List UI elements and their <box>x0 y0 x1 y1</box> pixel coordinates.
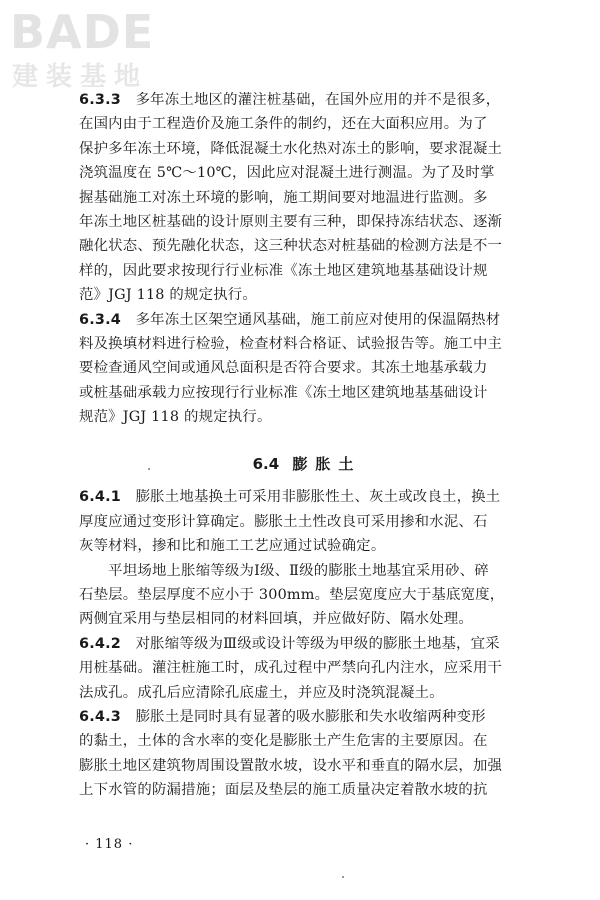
paragraph-line: 6.3.3 多年冻土地区的灌注桩基础，在国外应用的并不是很多， <box>79 92 501 108</box>
paragraph-line: 要检查通风空间或通风总面积是否符合要求。其冻土地基承载力 <box>79 360 488 377</box>
paragraph-line: 规范》JGJ 118 的规定执行。 <box>79 409 272 426</box>
paragraph-line: 6.4.1 膨胀土地基换土可采用非膨胀性土、灰土或改良土，换土 <box>79 489 501 506</box>
logo-subtitle: 建装基地 <box>12 62 149 92</box>
section-6-3-4 <box>79 308 527 430</box>
section-6-4-3 <box>79 705 527 803</box>
paragraph-line: 融化状态、预先融化状态，这三种状态对桩基础的检测方法是不一 <box>79 238 503 255</box>
section-number: 6.4.1 <box>79 489 121 506</box>
paragraph-line: 膨胀土地区建筑物周围设置散水坡，设水平和垂直的隔水层，加强 <box>79 757 503 774</box>
paragraph-line: 的黏土，土体的含水率的变化是膨胀土产生危害的主要原因。在 <box>79 733 488 750</box>
section-number: 6.3.3 <box>79 92 121 108</box>
paragraph-line: 用桩基础。灌注桩施工时，成孔过程中严禁向孔内注水，应采用干 <box>79 660 503 677</box>
paragraph-line: 两侧宜采用与垫层相同的材料回填，并应做好防、隔水处理。 <box>79 611 473 628</box>
paragraph-line: 范》JGJ 118 的规定执行。 <box>79 287 257 304</box>
heading-number: 6.4 <box>252 455 280 474</box>
paragraph-line: 6.3.4 多年冻土区架空通风基础，施工前应对使用的保温隔热材 <box>79 311 501 328</box>
section-6-4-2 <box>79 632 527 705</box>
page-number: · 118 · <box>85 837 134 852</box>
heading-char: 膨 <box>292 455 308 474</box>
paragraph-line: 或桩基础承载力应按现行行业标准《冻土地区建筑地基基础设计 <box>79 384 488 401</box>
logo-wordmark: BADE <box>10 5 155 59</box>
section-6-4-1 <box>79 485 527 631</box>
paragraph-line: 保护多年冻土环境，降低混凝土水化热对冻土的影响，要求混凝土 <box>79 140 503 157</box>
logo <box>10 5 175 98</box>
heading-char: 土 <box>338 455 354 474</box>
section-number: 6.4.3 <box>79 708 121 725</box>
paragraph-line: 6.4.2 对胀缩等级为Ⅲ级或设计等级为甲级的膨胀土地基，宜采 <box>79 635 500 652</box>
paragraph-line: 浇筑温度在 5℃～10℃，因此应对混凝土进行测温。为了及时掌 <box>79 165 495 182</box>
scan-speck <box>148 468 150 470</box>
paragraph-line: 平坦场地上胀缩等级为Ⅰ级、Ⅱ级的膨胀土地基宜采用砂、碎 <box>79 562 489 579</box>
paragraph-line: 上下水管的防漏措施；面层及垫层的施工质量决定着散水坡的抗 <box>79 782 488 799</box>
scan-speck <box>342 876 344 878</box>
paragraph-line: 握基础施工对冻土环境的影响，施工期间要对地温进行监测。多 <box>79 189 488 206</box>
paragraph-line: 石垫层。垫层厚度不应小于 300mm。垫层宽度应大于基底宽度， <box>79 587 505 604</box>
paragraph-line: 6.4.3 膨胀土是同时具有显著的吸水膨胀和失水收缩两种变形 <box>79 708 486 725</box>
paragraph-line: 样的，因此要求按现行行业标准《冻土地区建筑地基基础设计规 <box>79 262 488 279</box>
section-number: 6.4.2 <box>79 635 121 652</box>
section-6-3-3 <box>79 88 527 308</box>
section-number: 6.3.4 <box>79 311 121 328</box>
section-heading <box>79 451 527 477</box>
paragraph-line: 厚度应通过变形计算确定。膨胀土土性改良可采用掺和水泥、石 <box>79 513 488 530</box>
paragraph-line: 灰等材料，掺和比和施工工艺应通过试验确定。 <box>79 538 386 555</box>
page-body <box>79 88 527 803</box>
heading-char: 胀 <box>315 455 331 474</box>
paragraph-line: 法成孔。成孔后应清除孔底虚土，并应及时浇筑混凝土。 <box>79 684 444 701</box>
paragraph-line: 年冻土地区桩基础的设计原则主要有三种，即保持冻结状态、逐渐 <box>79 213 503 230</box>
paragraph-line: 在国内由于工程造价及施工条件的制约，还在大面积应用。为了 <box>79 116 488 133</box>
paragraph-line: 料及换填材料进行检验，检查材料合格证、试验报告等。施工中主 <box>79 335 503 352</box>
